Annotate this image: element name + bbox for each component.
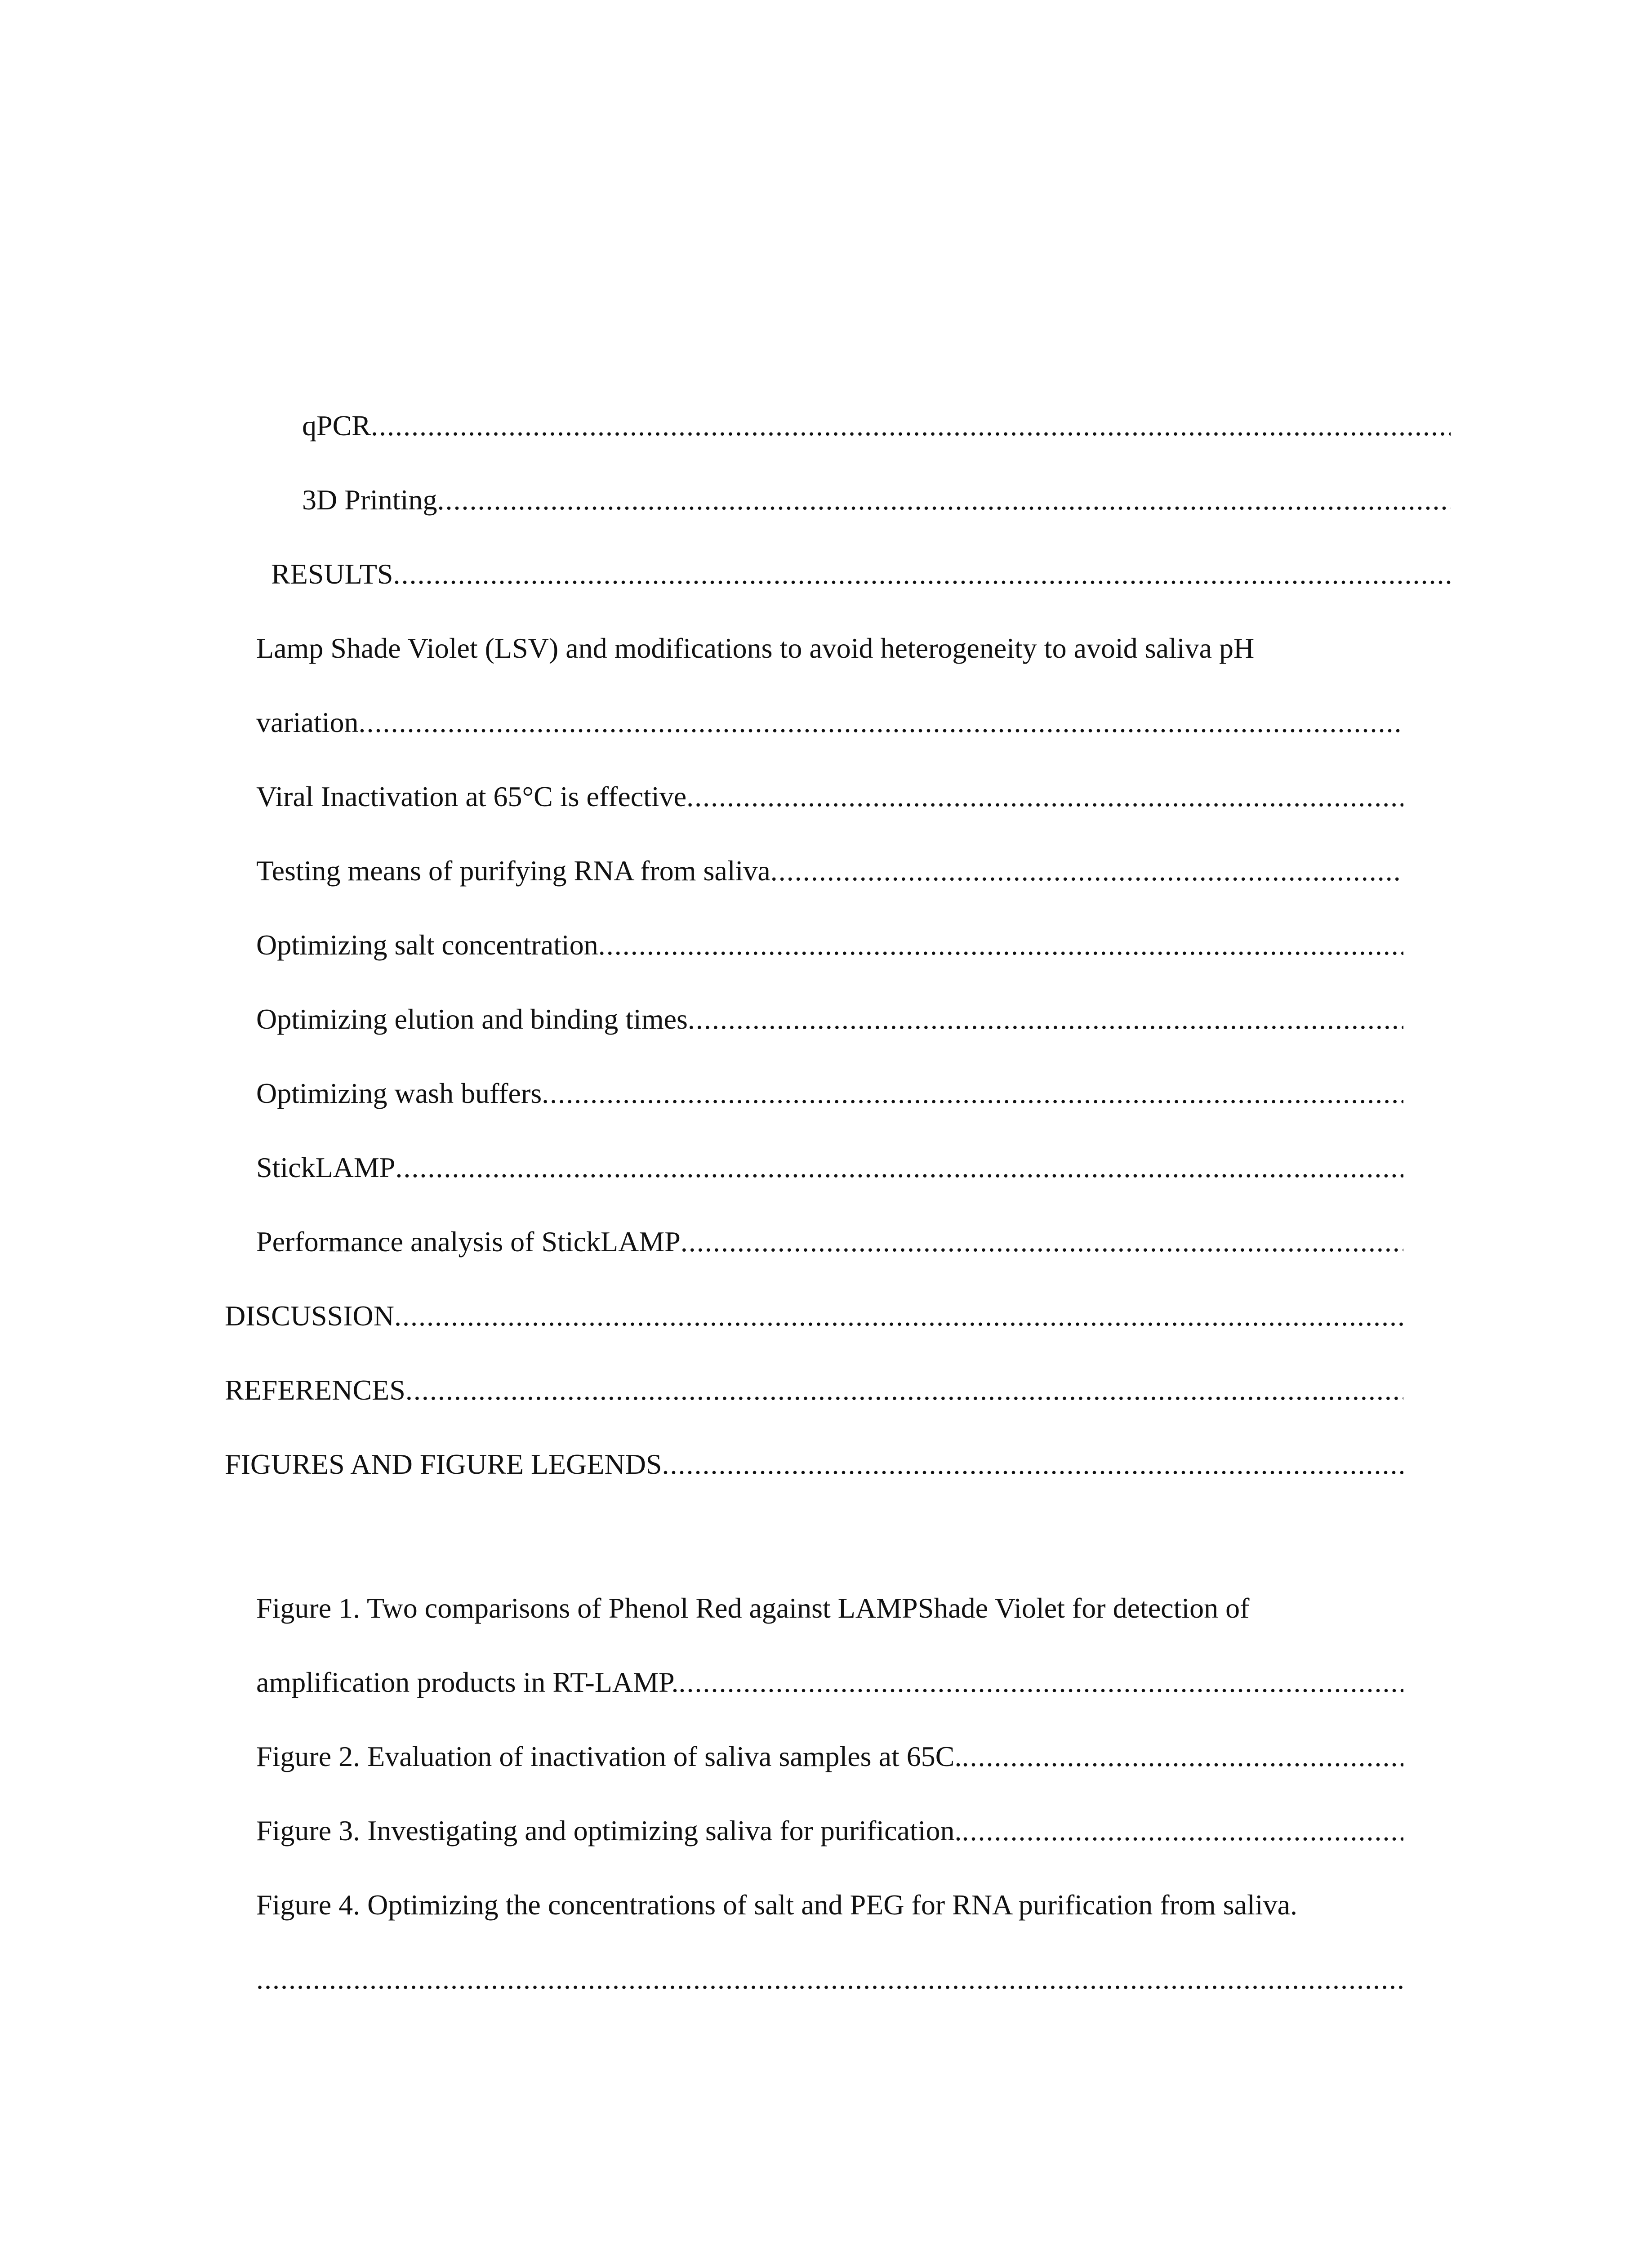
toc-entry-wash-buffers[interactable] xyxy=(256,1079,1403,1115)
toc-entry-label: qPCR xyxy=(302,411,371,442)
dot-leader xyxy=(437,486,1451,514)
dot-leader xyxy=(405,1376,1403,1405)
toc-entry-performance[interactable] xyxy=(256,1227,1403,1263)
figure-entry-label: Figure 4. Optimizing the concentrations of salt and PEG for RNA purification from saliva. xyxy=(256,1891,1297,1921)
figure-entry-1[interactable] xyxy=(256,1594,1515,1630)
dot-leader xyxy=(395,1153,1403,1182)
toc-entry-label: StickLAMP xyxy=(256,1153,396,1183)
toc-entry-label: Viral Inactivation at 65°C is effective xyxy=(256,782,687,812)
toc-entry-label: variation xyxy=(256,708,359,738)
dot-leader xyxy=(662,1450,1404,1479)
dot-leader xyxy=(394,1302,1403,1330)
dot-leader xyxy=(371,411,1451,440)
dot-leader xyxy=(688,1005,1403,1034)
toc-entry-sticklamp[interactable] xyxy=(256,1153,1403,1189)
toc-entry-figures-legends[interactable] xyxy=(225,1450,1403,1486)
dot-leader xyxy=(542,1079,1403,1108)
toc-entry-label: Performance analysis of StickLAMP xyxy=(256,1227,681,1258)
figure-entry-3[interactable] xyxy=(256,1816,1403,1852)
dot-leader xyxy=(358,708,1403,737)
dot-leader xyxy=(256,1965,1403,1994)
toc-entry-label: Lamp Shade Violet (LSV) and modifications to avoid heterogeneity to avoid saliva pH xyxy=(256,634,1255,664)
toc-entry-lsv-continued[interactable] xyxy=(256,708,1403,744)
toc-entry-elution-binding[interactable] xyxy=(256,1005,1403,1041)
toc-entry-label: REFERENCES xyxy=(225,1376,405,1406)
toc-entry-results[interactable] xyxy=(271,560,1451,596)
dot-leader xyxy=(962,1742,1403,1771)
dot-leader xyxy=(962,1816,1403,1845)
toc-entry-references[interactable] xyxy=(225,1376,1403,1412)
figure-entry-4[interactable] xyxy=(256,1891,1515,1927)
figure-entry-label: amplification products in RT-LAMP. xyxy=(256,1668,679,1698)
dot-leader xyxy=(598,931,1403,959)
toc-entry-label: DISCUSSION xyxy=(225,1302,394,1332)
toc-entry-salt-concentration[interactable] xyxy=(256,931,1403,967)
toc-entry-label: Testing means of purifying RNA from saliva xyxy=(256,856,770,887)
figure-entry-1-continued[interactable] xyxy=(256,1668,1403,1704)
toc-entry-viral-inactivation[interactable] xyxy=(256,782,1403,818)
toc-entry-testing-means[interactable] xyxy=(256,856,1403,892)
figure-entry-label: Figure 1. Two comparisons of Phenol Red against LAMPShade Violet for detection of xyxy=(256,1594,1250,1624)
toc-entry-label: RESULTS xyxy=(271,560,393,590)
figure-entry-2[interactable] xyxy=(256,1742,1403,1778)
toc-entry-label: Optimizing wash buffers xyxy=(256,1079,542,1109)
toc-entry-label: 3D Printing xyxy=(302,486,437,516)
dot-leader xyxy=(681,1227,1403,1256)
figure-entry-4-continued[interactable] xyxy=(256,1965,1403,2001)
toc-entry-label: Optimizing salt concentration xyxy=(256,931,598,961)
figure-entry-label: Figure 3. Investigating and optimizing saliva for purification. xyxy=(256,1816,962,1847)
toc-entry-3d-printing[interactable] xyxy=(302,486,1451,522)
toc-entry-label: FIGURES AND FIGURE LEGENDS xyxy=(225,1450,662,1480)
dot-leader xyxy=(686,782,1403,811)
toc-entry-label: Optimizing elution and binding times xyxy=(256,1005,688,1035)
toc-entry-qpcr[interactable] xyxy=(302,411,1451,447)
figure-entry-label: Figure 2. Evaluation of inactivation of saliva samples at 65C. xyxy=(256,1742,962,1772)
dot-leader xyxy=(393,560,1451,589)
dot-leader xyxy=(679,1668,1404,1697)
toc-entry-discussion[interactable] xyxy=(225,1302,1403,1338)
dot-leader xyxy=(770,856,1403,885)
toc-entry-lsv[interactable] xyxy=(256,634,1515,670)
